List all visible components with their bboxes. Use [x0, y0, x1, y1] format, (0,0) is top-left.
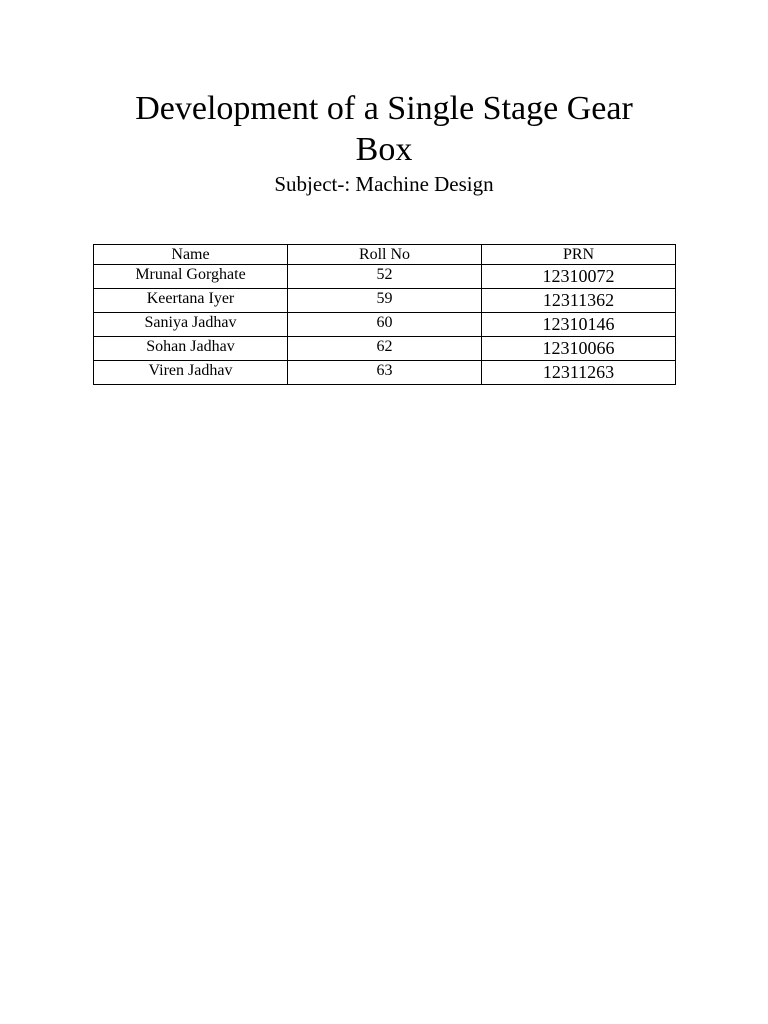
- cell-name: Saniya Jadhav: [94, 313, 288, 337]
- cell-roll-no: 59: [288, 289, 482, 313]
- cell-roll-no: 63: [288, 361, 482, 385]
- table-row: [94, 313, 676, 337]
- column-header-name: Name: [94, 245, 288, 265]
- cell-name: Mrunal Gorghate: [94, 265, 288, 289]
- table-row: [94, 265, 676, 289]
- cell-prn: 12310146: [482, 313, 676, 337]
- column-header-prn: PRN: [482, 245, 676, 265]
- page-title: Development of a Single Stage Gear Box: [135, 90, 633, 168]
- cell-roll-no: 62: [288, 337, 482, 361]
- cell-name: Keertana Iyer: [94, 289, 288, 313]
- column-header-roll-no: Roll No: [288, 245, 482, 265]
- cell-roll-no: 52: [288, 265, 482, 289]
- table-row: [94, 337, 676, 361]
- table-row: [94, 361, 676, 385]
- cell-roll-no: 60: [288, 313, 482, 337]
- page-subtitle: Subject-: Machine Design: [274, 172, 494, 196]
- cell-name: Sohan Jadhav: [94, 337, 288, 361]
- cell-name: Viren Jadhav: [94, 361, 288, 385]
- cell-prn: 12310072: [482, 265, 676, 289]
- cell-prn: 12310066: [482, 337, 676, 361]
- table-row: [94, 289, 676, 313]
- cell-prn: 12311263: [482, 361, 676, 385]
- table-header-row: [94, 245, 676, 265]
- members-table: [93, 244, 676, 385]
- cell-prn: 12311362: [482, 289, 676, 313]
